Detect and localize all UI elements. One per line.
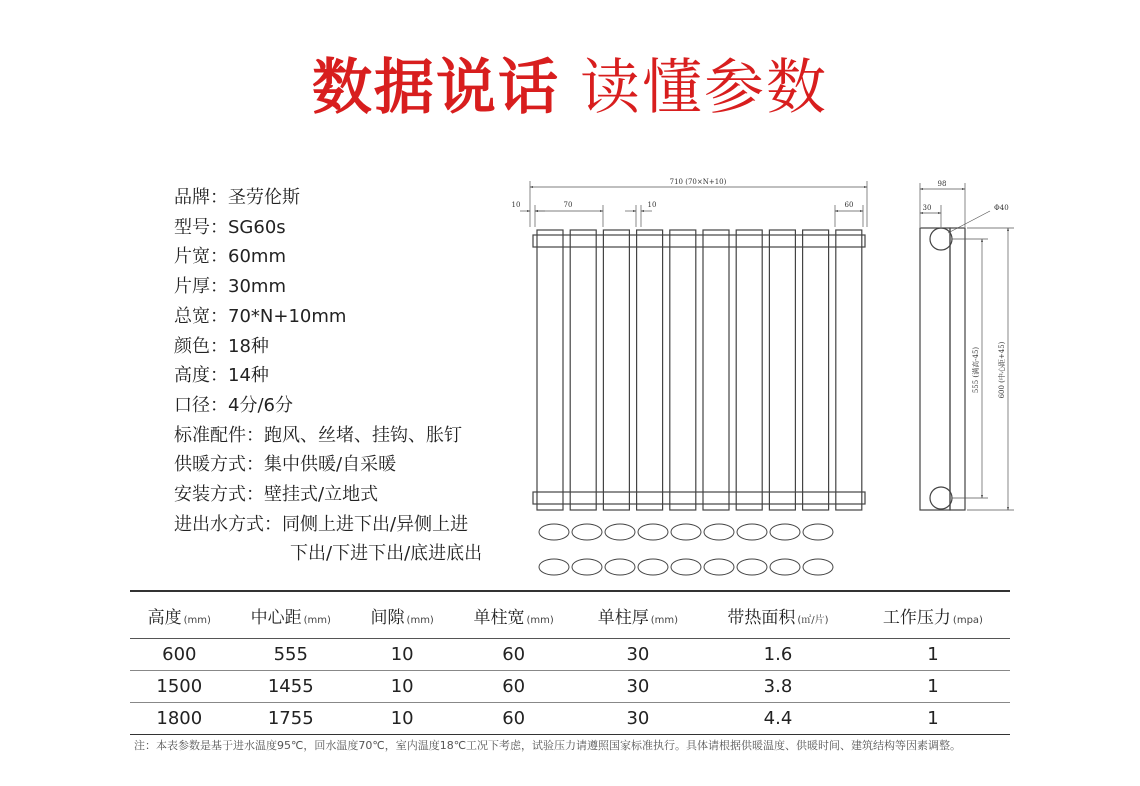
pipe-ring-icon [671, 524, 701, 540]
spec-label: 颜色 ： [174, 336, 228, 357]
table-cell: 4.4 [700, 703, 856, 735]
front-view [533, 230, 865, 510]
dim-555-label: 555 (满高-45) [972, 346, 980, 394]
dim-total-label: 710 (70×N+10) [669, 178, 727, 186]
spec-value: SG60s [228, 216, 286, 238]
radiator-column [736, 230, 762, 510]
spec-row-model [174, 213, 482, 243]
spec-label: 片宽 ： [174, 246, 228, 267]
radiator-column [836, 230, 862, 510]
table-cell: 10 [353, 703, 452, 735]
table-cell: 1800 [130, 703, 229, 735]
table-cell: 1 [856, 703, 1010, 735]
table-cell: 600 [130, 639, 229, 671]
dim-10-left-label: 10 [511, 201, 521, 209]
table-cell: 555 [229, 639, 353, 671]
header-center-distance: 中心距 (mm) [229, 591, 353, 639]
spec-row-installation [174, 480, 482, 510]
dim-600-label: 600 (中心距+45) [998, 341, 1006, 399]
spec-value: 70*N+10mm [228, 305, 347, 327]
header-column-thickness: 单柱厚 (mm) [576, 591, 700, 639]
pipe-ring-icon [638, 524, 668, 540]
table-cell: 10 [353, 671, 452, 703]
spec-value: 60mm [228, 246, 286, 268]
page-title [0, 52, 1140, 124]
radiator-columns [537, 230, 862, 510]
radiator-column [637, 230, 663, 510]
pipe-ring-icon [737, 559, 767, 575]
header-heat-area: 带热面积 (㎡/片) [700, 591, 856, 639]
table-cell: 60 [452, 671, 576, 703]
spec-value: 18种 [228, 335, 269, 357]
radiator-technical-drawing [500, 165, 1030, 585]
spec-row-continuation [174, 539, 482, 569]
table-row [130, 639, 1010, 671]
side-view [920, 228, 965, 510]
footnote: 注：本表参数是基于进水温度95℃，回水温度70℃，室内温度18℃工况下考虑，试验压力请遵照国家标准执行。具体请根据供暖温度、供暖时间、建筑结构等因素调整。 [134, 739, 962, 752]
top-header-pipe [533, 235, 865, 247]
dim-60-label: 60 [844, 201, 854, 209]
table-cell: 30 [576, 639, 700, 671]
pipe-ring-icon [803, 524, 833, 540]
spec-label: 型号 ： [174, 217, 228, 238]
pipe-ring-icon [572, 524, 602, 540]
radiator-column [570, 230, 596, 510]
top-pipe-circle [930, 228, 952, 250]
table-cell: 30 [576, 703, 700, 735]
spec-value: 跑风、丝堵、挂钩、胀钉 [264, 424, 462, 446]
spec-row-total-width [174, 302, 482, 332]
table-cell: 10 [353, 639, 452, 671]
pipe-rings [539, 524, 833, 575]
dim-phi-label: Φ40 [994, 204, 1009, 212]
radiator-column [703, 230, 729, 510]
table-cell: 3.8 [700, 671, 856, 703]
spec-value: 30mm [228, 276, 286, 298]
dim-10-gap-label: 10 [647, 201, 657, 209]
header-gap: 间隙 (mm) [353, 591, 452, 639]
bottom-header-pipe [533, 492, 865, 504]
radiator-column [670, 230, 696, 510]
spec-value: 14种 [228, 365, 269, 387]
table-cell: 1455 [229, 671, 353, 703]
spec-value: 壁挂式/立地式 [264, 484, 379, 506]
spec-label: 安装方式 ： [174, 484, 264, 505]
title-sub: 读懂参数 [580, 53, 828, 123]
spec-row-heating-mode [174, 450, 482, 480]
pipe-ring-icon [638, 559, 668, 575]
spec-label: 进出水方式 ： [174, 514, 282, 535]
spec-row-accessories [174, 421, 482, 451]
spec-row-water-inout [174, 510, 482, 540]
table-cell: 1 [856, 639, 1010, 671]
spec-row-brand [174, 183, 482, 213]
radiator-column [803, 230, 829, 510]
pipe-ring-icon [770, 524, 800, 540]
pipe-ring-icon [605, 524, 635, 540]
pipe-ring-icon [671, 559, 701, 575]
pipe-ring-icon [704, 524, 734, 540]
table-cell: 60 [452, 703, 576, 735]
spec-value: 集中供暖/自采暖 [264, 454, 397, 476]
table-cell: 30 [576, 671, 700, 703]
side-column-front [920, 228, 950, 510]
spec-label: 品牌 ： [174, 187, 228, 208]
pipe-ring-icon [572, 559, 602, 575]
table-row [130, 703, 1010, 735]
radiator-column [537, 230, 563, 510]
spec-list [174, 183, 482, 569]
spec-row-width [174, 242, 482, 272]
front-dimension-labels [512, 178, 854, 209]
table-cell: 1 [856, 671, 1010, 703]
dim-30-label: 30 [922, 204, 932, 212]
table-header-row [130, 591, 1010, 639]
spec-label: 高度 ： [174, 365, 228, 386]
spec-value: 圣劳伦斯 [228, 187, 300, 208]
radiator-column [769, 230, 795, 510]
radiator-column [603, 230, 629, 510]
spec-label: 口径 ： [174, 395, 228, 416]
spec-row-thickness [174, 272, 482, 302]
spec-label: 供暖方式 ： [174, 454, 264, 475]
pipe-ring-icon [737, 524, 767, 540]
pipe-ring-icon [605, 559, 635, 575]
spec-row-heights [174, 361, 482, 391]
spec-value-continuation: 下出/下进下出/底进底出 [290, 543, 483, 565]
table-row [130, 671, 1010, 703]
pipe-ring-icon [770, 559, 800, 575]
header-column-width: 单柱宽 (mm) [452, 591, 576, 639]
header-working-pressure: 工作压力 (mpa) [856, 591, 1010, 639]
table-cell: 1.6 [700, 639, 856, 671]
table-cell: 1755 [229, 703, 353, 735]
side-column-back [950, 228, 965, 510]
spec-value: 4分/6分 [228, 394, 293, 416]
spec-table [130, 590, 1010, 735]
bottom-pipe-circle [930, 487, 952, 509]
table-cell: 1500 [130, 671, 229, 703]
pipe-ring-icon [803, 559, 833, 575]
pipe-ring-icon [704, 559, 734, 575]
dim-70-label: 70 [563, 201, 573, 209]
table-cell: 60 [452, 639, 576, 671]
pipe-ring-icon [539, 559, 569, 575]
spec-row-colors [174, 332, 482, 362]
title-main: 数据说话 [312, 53, 560, 123]
dim-98-label: 98 [937, 180, 947, 188]
spec-label: 片厚 ： [174, 276, 228, 297]
spec-row-caliber [174, 391, 482, 421]
spec-value: 同侧上进下出/异侧上进 [282, 513, 469, 535]
header-height: 高度 (mm) [130, 591, 229, 639]
pipe-ring-icon [539, 524, 569, 540]
spec-label: 总宽 ： [174, 306, 228, 327]
spec-label: 标准配件 ： [174, 425, 264, 446]
